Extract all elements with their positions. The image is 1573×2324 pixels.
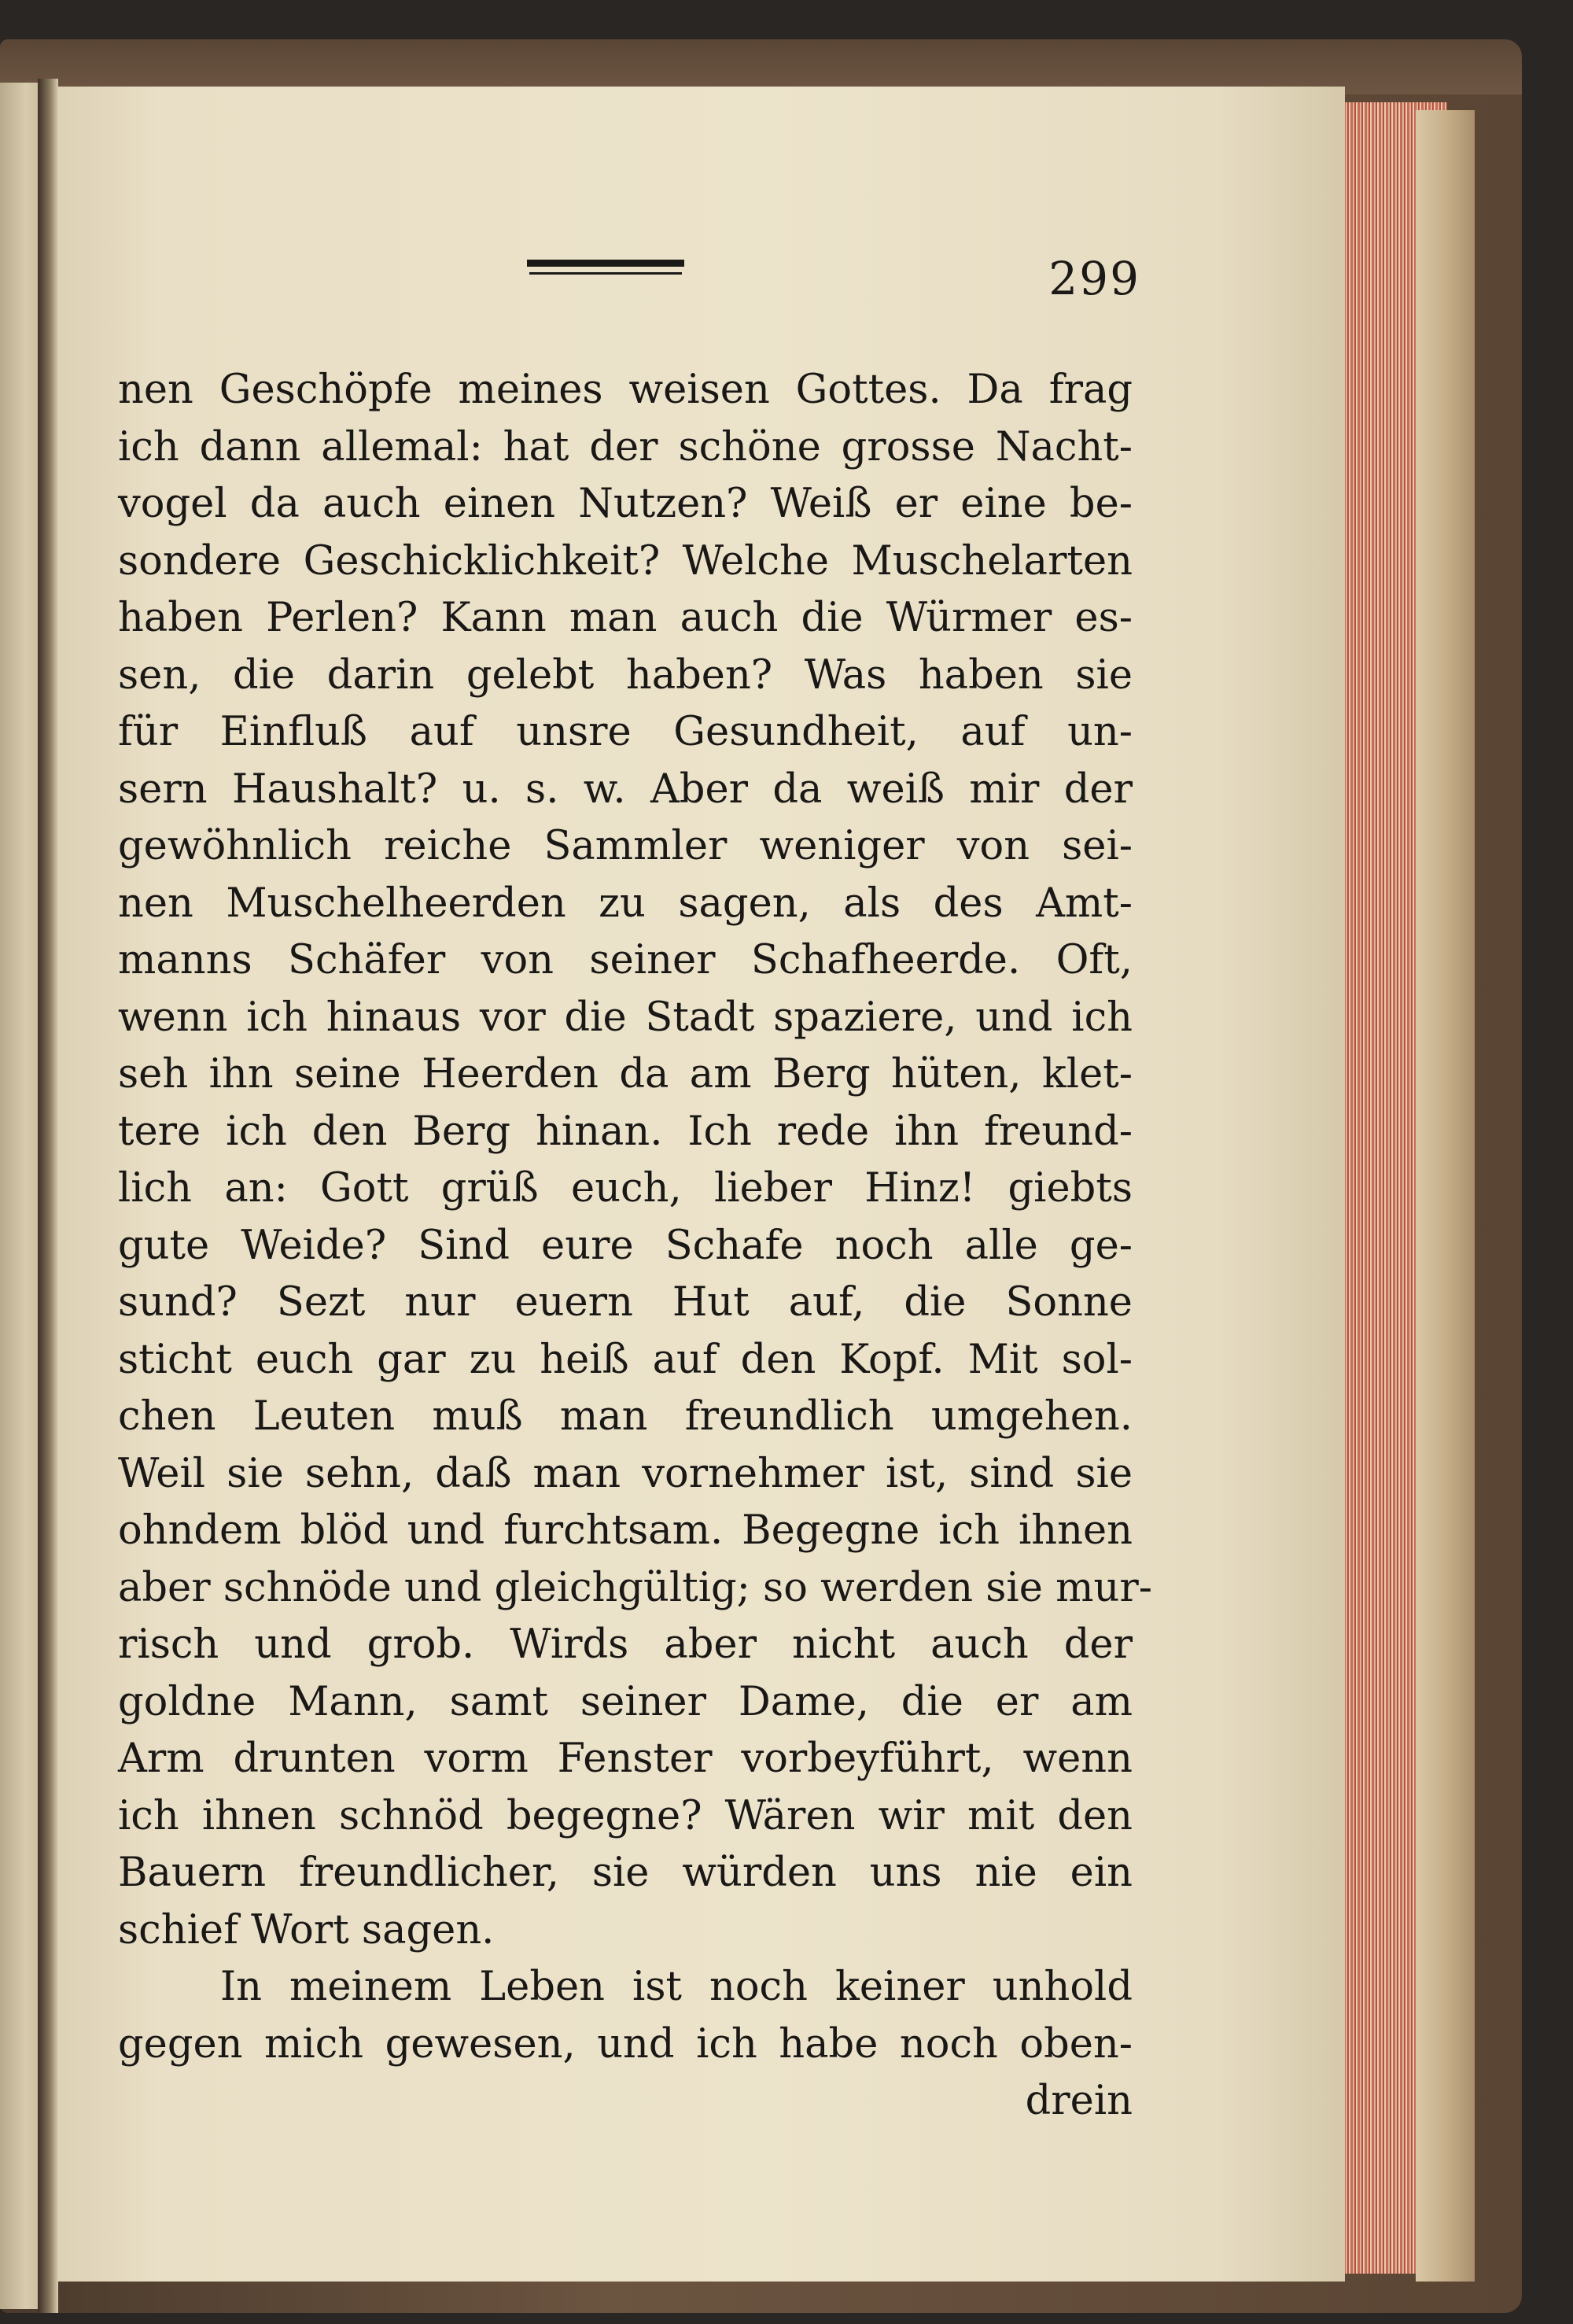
text-line: risch und grob. Wirds aber nicht auch der	[118, 1621, 1133, 1668]
text-line: aber schnöde und gleichgültig; so werden sie mur-	[118, 1564, 1152, 1611]
text-line: Weil sie sehn, daß man vornehmer ist, sind sie	[118, 1450, 1133, 1497]
text-line: wenn ich hinaus vor die Stadt spaziere, und ich	[118, 994, 1133, 1041]
text-line: sondere Geschicklichkeit? Welche Muschelarten	[118, 537, 1133, 585]
text-line: In meinem Leben ist noch keiner unhold	[220, 1964, 1133, 2010]
catchword: drein	[1025, 2078, 1133, 2124]
left-page-edge	[0, 83, 43, 2309]
text-line: manns Schäfer von seiner Schafheerde. Oft,	[118, 937, 1133, 983]
text-line: vogel da auch einen Nutzen? Weiß er eine be-	[118, 481, 1133, 527]
text-line: seh ihn seine Heerden da am Berg hüten, klet-	[118, 1051, 1133, 1097]
page-number: 299	[1048, 252, 1140, 305]
text-line: schief Wort sagen.	[118, 1906, 495, 1953]
text-line: Bauern freundlicher, sie würden uns nie ein	[118, 1850, 1133, 1896]
text-line: gegen mich gewesen, und ich habe noch oben-	[118, 2020, 1133, 2068]
body-text	[118, 362, 1152, 2130]
text-line: haben Perlen? Kann man auch die Würmer es-	[118, 595, 1133, 641]
text-line: goldne Mann, samt seiner Dame, die er am	[118, 1678, 1133, 1725]
text-line: lich an: Gott grüß euch, lieber Hinz! giebts	[118, 1165, 1133, 1212]
text-line: tere ich den Berg hinan. Ich rede ihn freund-	[118, 1108, 1133, 1155]
text-line: ich ihnen schnöd begegne? Wären wir mit den	[118, 1792, 1133, 1839]
text-line: gewöhnlich reiche Sammler weniger von sei-	[118, 823, 1133, 869]
text-line: Arm drunten vorm Fenster vorbeyführt, wenn	[118, 1736, 1133, 1782]
header-rule	[527, 260, 684, 267]
text-line: nen Muschelheerden zu sagen, als des Amt-	[118, 880, 1133, 927]
text-line: sen, die darin gelebt haben? Was haben sie	[118, 651, 1133, 699]
text-line: gute Weide? Sind eure Schafe noch alle ge-	[118, 1222, 1133, 1269]
text-line: ich dann allemal: hat der schöne grosse Nacht-	[118, 423, 1133, 470]
text-line: sticht euch gar zu heiß auf den Kopf. Mit sol-	[118, 1336, 1133, 1383]
text-line: sern Haushalt? u. s. w. Aber da weiß mir der	[118, 765, 1133, 813]
text-line: nen Geschöpfe meines weisen Gottes. Da frag	[118, 367, 1133, 413]
gutter	[38, 79, 58, 2313]
page-block-outer	[1416, 110, 1475, 2282]
text-line: für Einfluß auf unsre Gesundheit, auf un-	[118, 709, 1133, 755]
text-line: sund? Sezt nur euern Hut auf, die Sonne	[118, 1279, 1133, 1326]
text-line: ohndem blöd und furchtsam. Begegne ich ihnen	[118, 1507, 1133, 1554]
text-line: chen Leuten muß man freundlich umgehen.	[118, 1393, 1133, 1440]
